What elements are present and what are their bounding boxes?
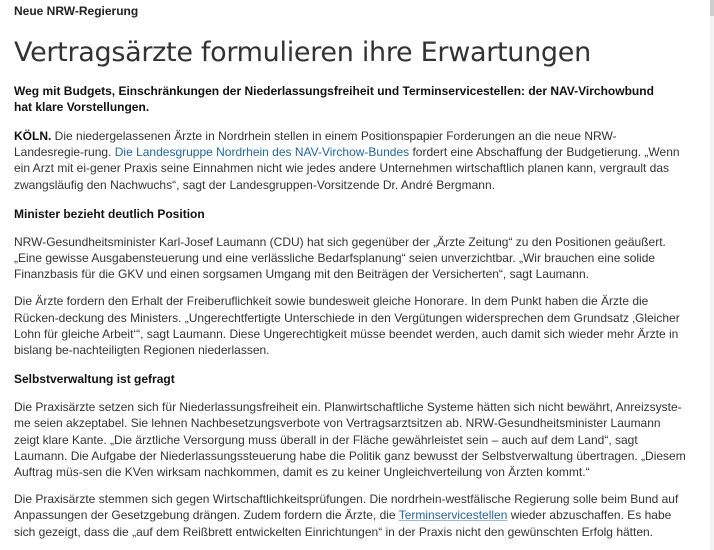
paragraph-5: [14, 491, 686, 540]
article-kicker: Neue NRW-Regierung: [14, 4, 139, 18]
article-headline: Vertragsärzte formulieren ihre Erwartungen: [14, 37, 591, 68]
paragraph-5-text-b: wieder abzuschaffen. Es habe sich gezeigt, dass die „auf dem Reißbrett entwickelten Einrichtungen“ in der Praxis nicht den gewünschten Erfolg hätten.: [14, 508, 672, 539]
nav-virchow-bund-link[interactable]: Die Landesgruppe Nordrhein des NAV-Virchow-Bundes: [114, 145, 410, 160]
paragraph-2: NRW-Gesundheitsminister Karl-Josef Laumann (CDU) hat sich gegenüber der „Ärzte Zeitung“ zu den Positionen geäußert. „Eine gewisse Ausgabensteuerung und eine verlässliche Bedarfsplanung“ seien unverzichtbar. „Wir brauchen eine solide Finanzbasis für die GKV und einen sorgsamen Umgang mit den Beiträgen der Versicherten“, sagt Laumann.: [14, 234, 666, 282]
paragraph-5-text-a: Die Praxisärzte stemmen sich gegen Wirtschaftlichkeitsprüfungen. Die nordrhein-westfälische Regierung solle beim Bund auf Anpassungen der Gesetzgebung drängen. Zudem fordern die Ärzte, die: [14, 492, 679, 523]
terminservicestellen-link[interactable]: Terminservicestellen: [398, 508, 508, 523]
dateline: KÖLN.: [14, 129, 52, 143]
scrollbar-thumb[interactable]: [710, 0, 714, 16]
paragraph-3: Die Ärzte fordern den Erhalt der Freiberuflichkeit sowie bundesweit gleiche Honorare. In dem Punkt haben die Ärzte die Rücken-deckung des Ministers. „Ungerechtfertigte Unterschiede in den Vergütungen widersprechen dem Grundsatz ‚Gleicher Lohn für gleiche Arbeit‘“, sagt Laumann. Diese Ungerechtigkeit müsse beendet werden, auch damit sich wieder mehr Ärzte in bislang be-nachteiligten Regionen niederlassen.: [14, 294, 680, 358]
paragraph-1-text-b: fordert eine Abschaffung der Budgetierung. „Wenn ein Arzt mit ei-gener Praxis seine Einnahmen nicht wie jedes andere Unternehmen wirtschaftlich planen kann, vergrault das zwangsläufig den Nachwuchs“, sagt der Landesgruppen-Vorsitzende Dr. André Bergmann.: [14, 145, 680, 192]
scrollbar[interactable]: [710, 0, 714, 550]
paragraph-1: [14, 128, 686, 193]
article-lead: Weg mit Budgets, Einschränkungen der Niederlassungsfreiheit und Terminservicestellen: der NAV-Virchowbund hat klare Vorstellungen.: [14, 84, 654, 114]
paragraph-4: Die Praxisärzte setzen sich für Niederlassungsfreiheit ein. Planwirtschaftliche Systeme hätten sich nicht bewährt, Anreizsyste-me seien akzeptabel. Sie lehnen Nachbesetzungsverbote von Vertragsarztsitzen ab. NRW-Gesundheitsminister Laumann zeigt klare Kante. „Die ärztliche Versorgung muss überall in der Fläche gewährleistet sein – auch auf dem Land“, sagt Laumann. Die Aufgabe der Niederlassungssteuerung habe die Politik ganz bewusst der Selbstverwaltung übertragen. „Diesem Auftrag müs-sen die KVen wirksam nachkommen, damit es zu keiner Ungleichverteilung von Ärzten kommt.“: [14, 400, 686, 480]
subheading-selbstverwaltung: Selbstverwaltung ist gefragt: [14, 372, 175, 387]
paragraph-1-text-a: Die niedergelassenen Ärzte in Nordrhein stellen in einem Positionspapier Forderungen an die neue NRW-Landesregie-rung.: [14, 129, 617, 160]
subheading-minister: Minister bezieht deutlich Position: [14, 206, 205, 221]
